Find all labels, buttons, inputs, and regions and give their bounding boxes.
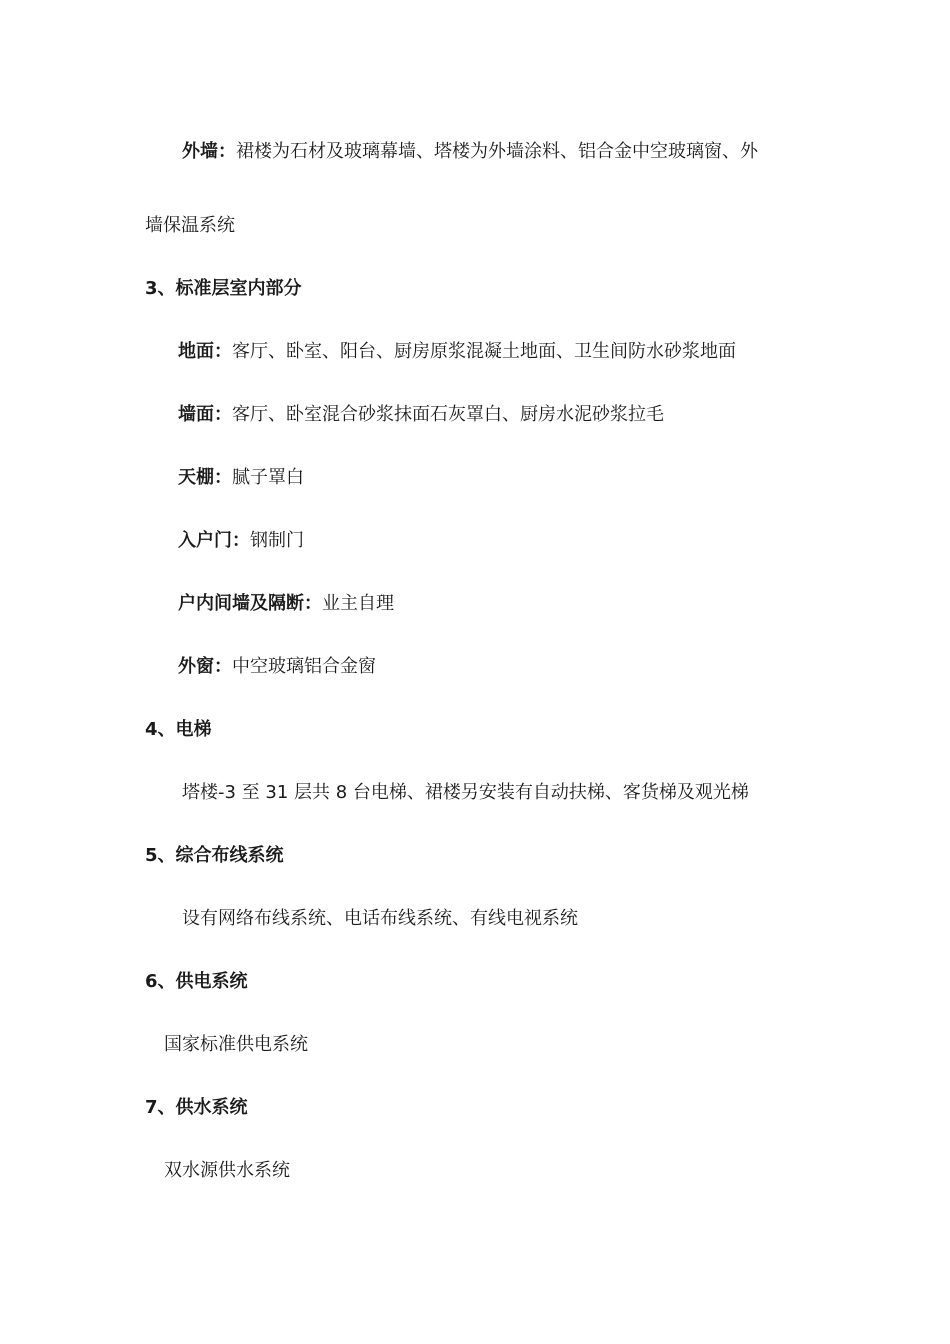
item-exterior-window — [178, 655, 376, 679]
item-ceiling — [178, 466, 304, 490]
exterior-wall-text: 裙楼为石材及玻璃幕墙、塔楼为外墙涂料、铝合金中空玻璃窗、外 — [236, 141, 758, 162]
item-label: 户内间墙及隔断： — [178, 593, 322, 614]
item-entry-door — [178, 529, 304, 553]
item-floor — [178, 340, 736, 364]
section-heading-6: 6、供电系统 — [145, 971, 248, 992]
item-text: 客厅、卧室、阳台、厨房原浆混凝土地面、卫生间防水砂浆地面 — [232, 341, 736, 362]
item-text: 客厅、卧室混合砂浆抹面石灰罩白、厨房水泥砂浆拉毛 — [232, 404, 664, 425]
exterior-wall-paragraph — [182, 140, 758, 164]
item-text: 腻子罩白 — [232, 467, 304, 488]
item-label: 地面： — [178, 341, 232, 362]
section-7-text: 双水源供水系统 — [164, 1160, 290, 1181]
item-label: 天棚： — [178, 467, 232, 488]
exterior-wall-label: 外墙： — [182, 141, 236, 162]
item-label: 墙面： — [178, 404, 232, 425]
section-6-text: 国家标准供电系统 — [164, 1034, 308, 1055]
section-5-text: 设有网络布线系统、电话布线系统、有线电视系统 — [182, 908, 578, 929]
item-text: 业主自理 — [322, 593, 394, 614]
item-text: 中空玻璃铝合金窗 — [232, 656, 376, 677]
section-heading-3: 3、标准层室内部分 — [145, 278, 302, 299]
item-text: 钢制门 — [250, 530, 304, 551]
item-label: 外窗： — [178, 656, 232, 677]
section-heading-7: 7、供水系统 — [145, 1097, 248, 1118]
section-heading-5: 5、综合布线系统 — [145, 845, 284, 866]
exterior-wall-continuation: 墙保温系统 — [145, 215, 235, 236]
item-wall — [178, 403, 664, 427]
section-4-text: 塔楼-3 至 31 层共 8 台电梯、裙楼另安装有自动扶梯、客货梯及观光梯 — [182, 782, 749, 803]
section-heading-4: 4、电梯 — [145, 719, 212, 740]
item-partition — [178, 592, 394, 616]
item-label: 入户门： — [178, 530, 250, 551]
